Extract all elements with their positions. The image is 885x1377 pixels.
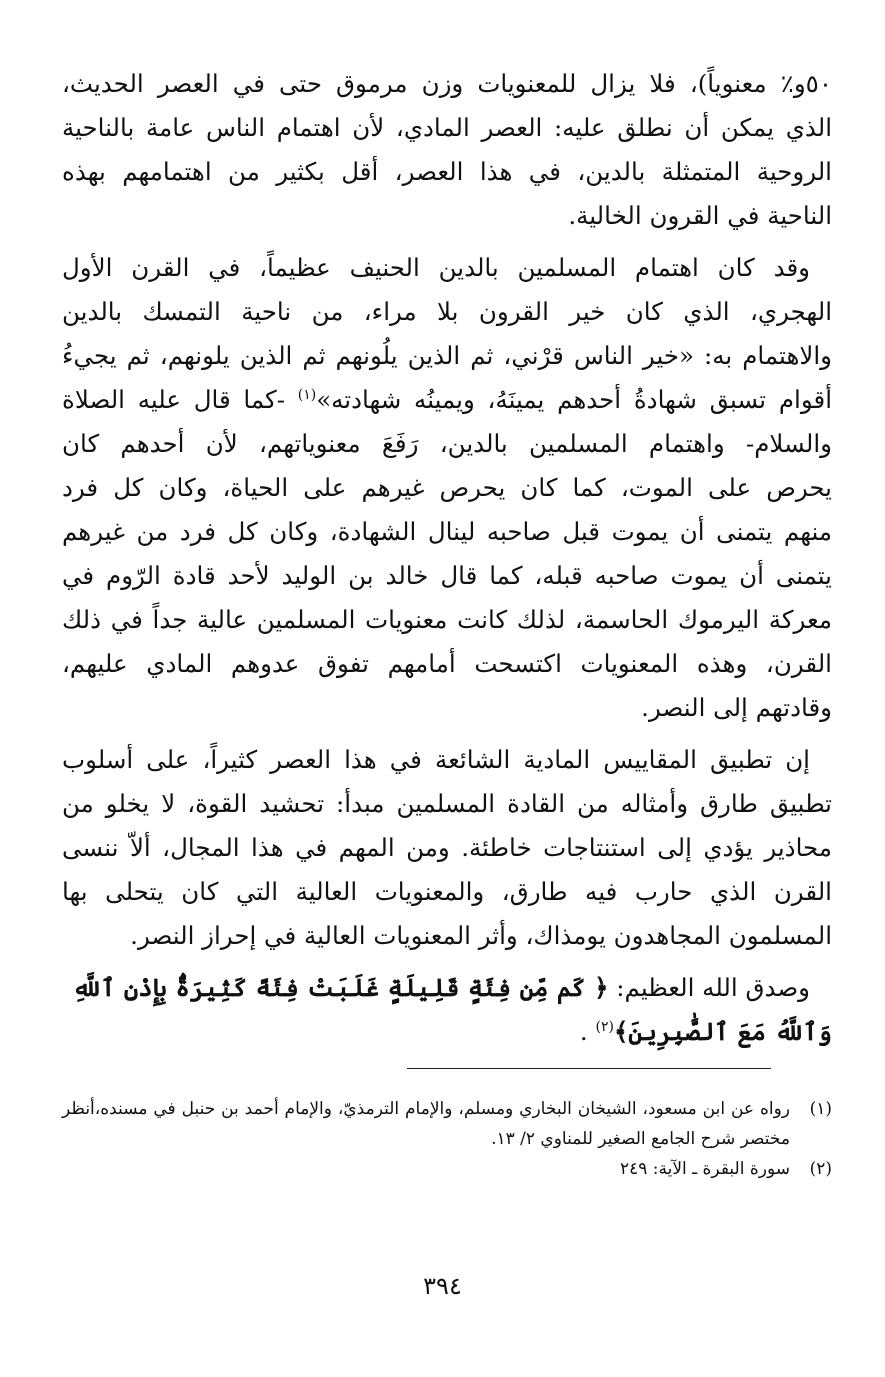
text-line: يحرص على الموت، كما كان يحرص غيرهم على الحياة، وكان كل فرد — [62, 473, 832, 502]
quran-verse-part-2: وَٱللَّهُ مَعَ ٱلصَّٰبِرِينَ﴾ — [613, 1017, 832, 1046]
text-line: القرن الذي حارب فيه طارق، والمعنويات العالية التي كان يتحلى بها — [62, 877, 832, 906]
text-line: والاهتمام به: «خير الناس قرْني، ثم الذين يلُونهم ثم الذين يلونهم، ثم يجيءُ — [62, 341, 832, 370]
text-line-with-footnote — [62, 378, 832, 422]
text-line: معركة اليرموك الحاسمة، لذلك كانت معنويات المسلمين عالية جداً في ذلك — [62, 605, 832, 634]
text-segment: أقوام تسبق شهادةُ أحدهم يمينَهُ، ويمينُه شهادته» — [316, 385, 832, 414]
footnote-text: سورة البقرة ـ الآية: ٢٤٩ — [619, 1159, 790, 1179]
quran-intro: وصدق الله العظيم: — [608, 973, 810, 1002]
text-line: إن تطبيق المقاييس المادية الشائعة في هذا العصر كثيراً، على أسلوب — [62, 745, 810, 774]
text-line: الذي يمكن أن نطلق عليه: العصر المادي، لأن اهتمام الناس عامة بالناحية — [62, 113, 832, 142]
page-number: ٣٩٤ — [423, 1272, 462, 1300]
text-line: المسلمون المجاهدون يومذاك، وأثر المعنويات العالية في إحراز النصر. — [130, 921, 832, 950]
footnote-2 — [62, 1154, 832, 1184]
paragraph-1 — [62, 62, 832, 238]
quran-line-1 — [62, 966, 832, 1010]
text-line: الهجري، الذي كان خير القرون بلا مراء، من ناحية التمسك بالدين — [62, 297, 832, 326]
paragraph-2 — [62, 246, 832, 730]
quran-quote — [62, 966, 832, 1054]
footnote-number: (١) — [809, 1099, 832, 1119]
quran-line-2 — [62, 1010, 832, 1054]
quran-end: . — [579, 1017, 596, 1046]
footnotes — [62, 1094, 832, 1184]
text-line: الروحية المتمثلة بالدين، في هذا العصر، أقل بكثير من اهتمامهم بهذه — [62, 157, 832, 186]
footnote-ref-1[interactable]: (١) — [297, 386, 317, 403]
footnote-text: رواه عن ابن مسعود، الشيخان البخاري ومسلم، والإمام الترمذيّ، والإمام أحمد بن حنبل في مسنده،أنظر مختصر شرح الجامع الصغير للمناوي ٢/ ١٣. — [62, 1099, 790, 1149]
footnote-number: (٢) — [809, 1159, 832, 1179]
footnote-ref-2[interactable]: (٢) — [595, 1018, 614, 1035]
text-line: وقد كان اهتمام المسلمين بالدين الحنيف عظيماً، في القرن الأول — [62, 253, 810, 282]
quran-verse-part-1: ﴿ كَم مِّن فِئَةٍ قَلِيلَةٍ غَلَبَتْ فِئَةً كَثِيرَةًۢ بِإِذْنِ ٱللَّهِ — [72, 973, 609, 1002]
text-line: وقادتهم إلى النصر. — [641, 693, 832, 722]
text-line: منهم يتمنى أن يموت قبل صاحبه لينال الشهادة، وكان كل فرد من غيرهم — [62, 517, 832, 546]
text-line: القرن، وهذه المعنويات اكتسحت أمامهم تفوق عدوهم المادي عليهم، — [62, 649, 832, 678]
page-body — [62, 62, 832, 1054]
paragraph-3 — [62, 738, 832, 958]
text-segment: -كما قال عليه الصلاة — [62, 385, 298, 414]
text-line: الناحية في القرون الخالية. — [568, 201, 832, 230]
footnote-divider — [407, 1068, 771, 1069]
text-line: يتمنى أن يموت صاحبه قبله، كما قال خالد بن الوليد لأحد قادة الرّوم في — [62, 561, 832, 590]
text-line: تطبيق طارق وأمثاله من القادة المسلمين مبدأ: تحشيد القوة، لا يخلو من — [62, 789, 832, 818]
text-line: ٥٠و٪ معنوياً)، فلا يزال للمعنويات وزن مرموق حتى في العصر الحديث، — [62, 69, 832, 98]
text-line: والسلام- واهتمام المسلمين بالدين، رَفَعَ معنوياتهم، لأن أحدهم كان — [62, 429, 832, 458]
footnote-1 — [62, 1094, 832, 1154]
text-line: محاذير يؤدي إلى استنتاجات خاطئة. ومن المهم في هذا المجال، ألاّ ننسى — [62, 833, 832, 862]
